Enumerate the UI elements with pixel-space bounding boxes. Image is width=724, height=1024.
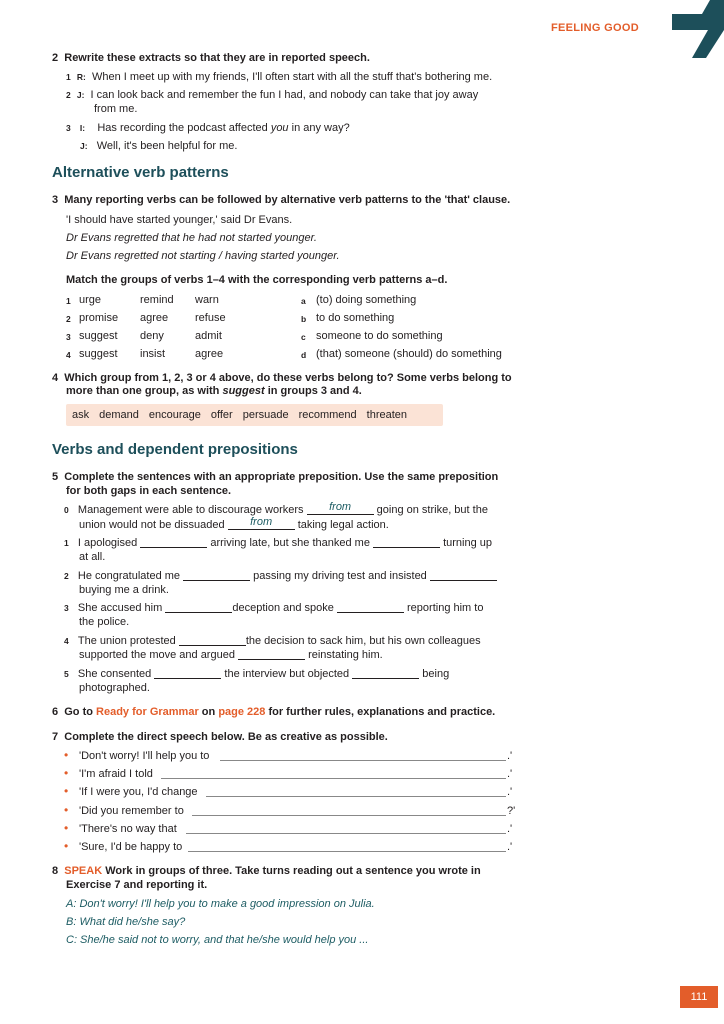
ex7-item: • 'Sure, I'd be happy to .' [64,839,513,853]
ex5-sentence-5-cont: photographed. [79,682,150,694]
answer-gap[interactable]: from [228,518,295,530]
word-chip: recommend [298,409,357,421]
ex2-instruction: 2 Rewrite these extracts so that they are in reported speech. [52,52,370,64]
ex3-example-a: Dr Evans regretted that he had not started younger. [66,232,317,244]
ex3-group-row: 4 suggest insist agree d (that) someone (should) do something [66,348,502,360]
ex8-dialogue-line: C: She/he said not to worry, and that he/she would help you ... [66,934,369,946]
ex7-instruction: 7 Complete the direct speech below. Be as creative as possible. [52,731,388,743]
answer-gap[interactable] [238,648,305,660]
word-chip: persuade [242,409,289,421]
word-chip: demand [99,409,139,421]
ex5-sentence-0-cont: union would not be dissuaded from taking legal action. [79,516,389,531]
word-chip: threaten [366,409,408,421]
ready-for-grammar-link[interactable]: Ready for Grammar [96,706,199,718]
answer-gap[interactable] [154,667,221,679]
answer-line[interactable] [192,815,506,816]
ex5-sentence-2: 2 He congratulated me passing my driving test and insisted [64,569,497,583]
ex3-example-b: Dr Evans regretted not starting / having started younger. [66,250,340,262]
ex2-item-3-reply: J: Well, it's been helpful for me. [80,140,238,152]
answer-gap[interactable] [430,569,497,581]
ex7-item: • 'Did you remember to ?' [64,803,516,817]
ex5-sentence-3-cont: the police. [79,616,130,628]
ex3-group-row: 1 urge remind warn a (to) doing something [66,294,417,306]
bullet-icon: • [64,766,69,780]
answer-gap[interactable] [337,601,404,613]
header-label: FEELING GOOD [551,22,639,34]
ex8-dialogue-line: A: Don't worry! I'll help you to make a good impression on Julia. [66,898,375,910]
page-number-badge [680,986,718,1008]
answer-gap[interactable] [183,569,250,581]
ex8-instruction-cont: Exercise 7 and reporting it. [66,879,208,891]
answer-line[interactable] [188,851,506,852]
ex4-instruction-cont: more than one group, as with suggest in groups 3 and 4. [66,385,362,397]
ex2-item-2: 2 J: I can look back and remember the fun I had, and nobody can take that joy away [66,89,479,101]
ex4-instruction: 4 Which group from 1, 2, 3 or 4 above, do these verbs belong to? Some verbs belong to [52,372,512,384]
ex7-item: • 'I'm afraid I told .' [64,766,513,780]
bullet-icon: • [64,839,69,853]
answer-line[interactable] [206,796,506,797]
word-chip: ask [72,409,90,421]
ex8-instruction: 8 SPEAK Work in groups of three. Take turns reading out a sentence you wrote in [52,865,481,877]
bullet-icon: • [64,821,69,835]
ex5-sentence-2-cont: buying me a drink. [79,584,169,596]
word-chip: encourage [148,409,201,421]
bullet-icon: • [64,803,69,817]
answer-line[interactable] [161,778,506,779]
ex7-item: • 'If I were you, I'd change .' [64,784,513,798]
ex7-item: • 'There's no way that .' [64,821,513,835]
answer-gap[interactable] [179,634,246,646]
ex3-quote: 'I should have started younger,' said Dr Evans. [66,214,293,226]
ex4-word-box [66,404,443,426]
ex5-instruction-cont: for both gaps in each sentence. [66,485,232,497]
ex5-sentence-5: 5 She consented the interview but objected being [64,668,450,680]
speak-label: SPEAK [64,865,103,877]
answer-line[interactable] [186,833,506,834]
ex3-instruction: 3 Many reporting verbs can be followed by alternative verb patterns to the 'that' clause. [52,194,511,206]
ex7-item: • 'Don't worry! I'll help you to .' [64,748,513,762]
answer-line[interactable] [220,760,506,761]
answer-gap[interactable] [140,536,207,548]
answer-gap[interactable] [373,536,440,548]
ex5-sentence-1-cont: at all. [79,551,106,563]
ex3-match-instruction: Match the groups of verbs 1–4 with the corresponding verb patterns a–d. [66,274,448,286]
unit-7-icon [672,0,724,58]
answer-gap[interactable] [165,601,232,613]
ex5-sentence-0: 0 Management were able to discourage workers from going on strike, but the [64,501,488,516]
bullet-icon: • [64,748,69,762]
ex5-instruction: 5 Complete the sentences with an appropriate preposition. Use the same preposition [52,471,499,483]
ex8-dialogue-line: B: What did he/she say? [66,916,186,928]
ex2-item-1: 1 R: When I meet up with my friends, I'll often start with all the stuff that's bothering me. [66,71,493,83]
page-number: 111 [690,991,708,1003]
section-title-verbs-dependent-prepositions: Verbs and dependent prepositions [52,441,298,458]
ex5-sentence-4: 4 The union protested the decision to sack him, but his own colleagues [64,635,481,647]
ex2-item-3: 3 I: Has recording the podcast affected you in any way? [66,122,350,134]
ex2-item-2-cont: from me. [94,103,138,115]
ex5-sentence-3: 3 She accused him deception and spoke reporting him to [64,602,484,614]
ex3-group-row: 2 promise agree refuse b to do something [66,312,395,324]
section-title-alternative-verb-patterns: Alternative verb patterns [52,164,229,181]
answer-gap[interactable]: from [307,503,374,515]
answer-gap[interactable] [352,667,419,679]
ex5-sentence-4-cont: supported the move and argued reinstating him. [79,649,383,661]
page-228-link[interactable]: page 228 [218,706,266,718]
ex6-instruction: 6 Go to Ready for Grammar on page 228 for further rules, explanations and practice. [52,706,496,718]
ex5-sentence-1: 1 I apologised arriving late, but she thanked me turning up [64,537,493,549]
unit-number-badge [672,0,724,58]
word-chip: offer [210,409,233,421]
bullet-icon: • [64,784,69,798]
ex3-group-row: 3 suggest deny admit c someone to do something [66,330,443,342]
